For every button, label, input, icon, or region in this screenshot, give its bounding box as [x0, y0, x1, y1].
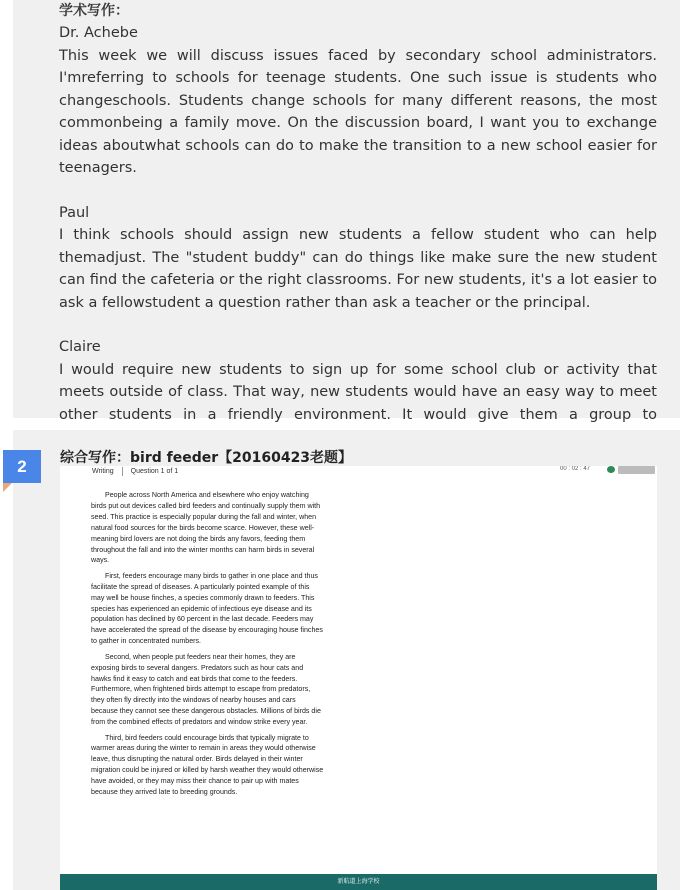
- hide-time-button: [618, 466, 655, 474]
- speaker-name: Paul: [59, 204, 90, 221]
- footer-bar: 新航道上海学校: [60, 874, 657, 890]
- passage-paragraph: Second, when people put feeders near their homes, they are exposing birds to several dangers. Predators such as hour cats and hawks find it easy to catch and eat birds that come to the feeders. Furthermore, when frightened birds attempt to escape from predators, they often fly directly into the windows of nearby houses and cars because they cannot see these dangerous obstacles. Millions of birds die from the combined effects of predators and window strike every year.: [91, 652, 321, 727]
- speaker-name: Claire: [59, 339, 101, 355]
- passage-paragraph: Third, bird feeders could encourage birds that typically migrate to warmer areas during the winter to remain in areas they would otherwise leave, thus disrupting the natural order. Birds delayed in their winter migration could be injured or killed by harsh weather they would otherwise have avoided, or they may miss their chance to pair up with mates because they arrived late to breeding grounds.: [91, 733, 324, 797]
- passage-paragraph: First, feeders encourage many birds to gather in one place and thus facilitate the spread of diseases. A particularly pointed example of this may well be house finches, a species commonly drawn to feeders. This species has experienced an epidemic of infectious eye disease and its population has declined by 60 percent in the last decade. Feeders may have accelerated the spread of the disease by encouraging house finches to gather in concentrated numbers.: [91, 571, 323, 646]
- number-badge: 2: [3, 450, 41, 483]
- tab-question: Question 1 of 1: [130, 468, 179, 475]
- discussion-content: [59, 0, 657, 449]
- reading-passage: [91, 490, 324, 802]
- section-title: 学术写作：: [59, 3, 129, 19]
- discussion-paragraph: I think schools should assign new students a fellow student who can help themadjust. The "student buddy" can do things like make sure the new student can find the cafeteria or the right classrooms. For new students, it's a lot easier to ask a fellowstudent a question rather than ask a teacher or the principal.: [59, 227, 657, 311]
- tab-divider: [122, 467, 123, 476]
- passage-paragraph: People across North America and elsewhere who enjoy watching birds put out devices called bird feeders and continually supply them with seed. This practice is especially popular during the fall and winter, when natural food sources for the birds become scarce. However, these well-meaning bird lovers are not doing the birds any favors, feeding them throughout the fall and into the winter months can harm birds in several ways.: [91, 491, 321, 565]
- tab-writing: Writing: [92, 468, 114, 475]
- clock-icon: [607, 466, 615, 473]
- speaker-name: Dr. Achebe: [59, 25, 138, 41]
- spacer: [59, 314, 657, 336]
- timer-readout: 00 : 02 : 47: [560, 466, 591, 472]
- spacer: [59, 180, 657, 202]
- discussion-paragraph: This week we will discuss issues faced by secondary school administrators. I'mreferring to schools for teenage students. One such issue is students who changeschools. Students change schools for many different reasons, the most commonbeing a family move. On the discussion board, I want you to exchange ideas aboutwhat schools can do to make the transition to a new school easier for teenagers.: [59, 47, 657, 176]
- badge-fold-decoration: [3, 483, 12, 492]
- discussion-paragraph: I would require new students to sign up for some school club or activity that meets outside of class. That way, new students would have an easy way to meet other students in a friendly environment. It would give them a group to: [59, 361, 657, 423]
- section-title: 综合写作：bird feeder【20160423老题】: [60, 450, 353, 466]
- test-screenshot: [60, 466, 657, 890]
- test-tab-bar: [92, 467, 178, 476]
- discussion-card: [13, 0, 680, 423]
